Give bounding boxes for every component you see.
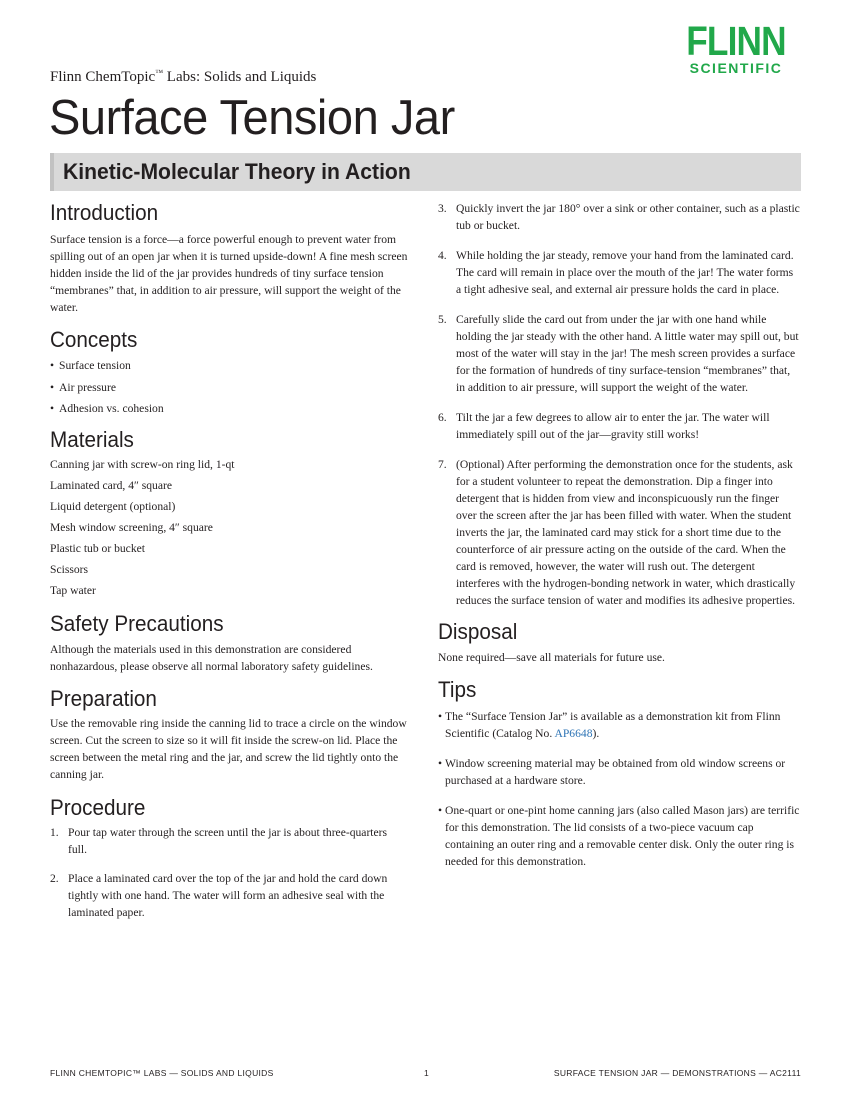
- preparation-heading: Preparation: [50, 685, 157, 711]
- list-item: Mesh window screening, 4″ square: [50, 520, 213, 534]
- step-text: Quickly invert the jar 180° over a sink or other container, such as a plastic tub or bucket.: [456, 202, 800, 232]
- right-column: [438, 200, 800, 870]
- list-item: Liquid detergent (optional): [50, 499, 176, 513]
- procedure-step: [50, 824, 408, 858]
- step-number: 6.: [438, 411, 447, 424]
- footer-right: SURFACE TENSION JAR — DEMONSTRATIONS — AC2111: [553, 1068, 801, 1078]
- page-title: Surface Tension Jar: [49, 91, 455, 145]
- series-name: Flinn ChemTopic: [50, 69, 156, 85]
- step-text: Tilt the jar a few degrees to allow air to enter the jar. The water will immediately spill out of the jar—gravity still works!: [456, 411, 770, 441]
- list-item: Canning jar with screw-on ring lid, 1-qt: [50, 457, 235, 471]
- step-text: Place a laminated card over the top of the jar and hold the card down tightly with one hand. The water will form an adhesive seal with the laminated paper.: [68, 871, 388, 919]
- concept-text: Air pressure: [59, 380, 116, 394]
- tip-text: One-quart or one-pint home canning jars (also called Mason jars) are terrific for this demonstration. The lid consists of a two-piece vacuum cap containing an outer ring and a removable center disk. Only the outer ring is needed for this demonstration.: [445, 804, 800, 868]
- left-column: [50, 198, 408, 921]
- disposal-text: None required—save all materials for future use.: [438, 651, 665, 664]
- procedure-step: [438, 409, 800, 443]
- step-text: (Optional) After performing the demonstration once for the students, ask for a student volunteer to repeat the demonstration. Dip a finger into detergent that is hidden from view and inconspicuously run the finger over the screen after the jar has been filled with water. When the student inverts the jar, the laminated card may stick for a short time due to the counterforce of air pressure acting on the outside of the card. When the card is removed, however, the water will rush out. The detergent interferes with the hydrogen-bonding network in water, which drastically reduces the surface tension of water and modifies its adhesive properties.: [456, 458, 796, 607]
- page-footer: [50, 1068, 801, 1082]
- tips-list: [438, 708, 800, 870]
- logo-name: FLINN: [686, 18, 786, 64]
- concepts-list: [50, 357, 408, 417]
- procedure-step: [438, 311, 800, 396]
- step-number: 5.: [438, 313, 447, 326]
- procedure-step: [438, 456, 800, 609]
- preparation-text: Use the removable ring inside the canning lid to trace a circle on the window screen. Cut the screen to size so it will fit inside the screw-on lid. Place the screen between the metal ring and the jar, and screw the lid tightly onto the canning jar.: [50, 716, 407, 781]
- page-number: 1: [424, 1068, 430, 1078]
- flinn-scientific-logo: [668, 18, 804, 76]
- list-item: • Adhesion vs. cohesion: [50, 402, 164, 416]
- list-item: • One-quart or one-pint home canning jars (also called Mason jars) are terrific for this demonstration. The lid consists of a two-piece vacuum cap containing an outer ring and a removable center disk. Only the outer ring is needed for this demonstration.: [438, 804, 800, 868]
- materials-list: [50, 456, 408, 599]
- step-number: 4.: [438, 249, 447, 262]
- concept-text: Adhesion vs. cohesion: [59, 402, 164, 416]
- introduction-heading: Introduction: [50, 200, 159, 225]
- footer-left: FLINN CHEMTOPIC™ LABS — SOLIDS AND LIQUIDS: [50, 1068, 274, 1078]
- subtitle-band: [50, 153, 801, 191]
- concepts-heading: Concepts: [50, 327, 138, 352]
- procedure-step: [50, 870, 408, 921]
- safety-text: Although the materials used in this demonstration are considered nonhazardous, please observe all normal laboratory safety guidelines.: [50, 642, 373, 673]
- procedure-step: [438, 200, 800, 234]
- series-rest: Labs: Solids and Liquids: [163, 69, 317, 85]
- tip-text: The “Surface Tension Jar” is available as a demonstration kit from Flinn Scientific (Catalog No.: [445, 710, 781, 740]
- trademark-mark: ™: [155, 68, 164, 77]
- series-label: [50, 68, 316, 86]
- disposal-heading: Disposal: [438, 619, 518, 644]
- list-item: Laminated card, 4″ square: [50, 478, 173, 492]
- concept-text: Surface tension: [59, 359, 131, 372]
- step-text: While holding the jar steady, remove your hand from the laminated card. The card will remain in place over the mouth of the jar! The water forms a tight adhesive seal, and external air pressure holds the card in place.: [456, 249, 794, 296]
- list-item: • Window screening material may be obtained from old window screens or purchased at a hardware store.: [438, 757, 786, 787]
- list-item: Tap water: [50, 583, 96, 597]
- step-text: Carefully slide the card out from under the jar with one hand while holding the jar steady with the other hand. A little water may spill out, but most of the water will stay in the jar! The mesh screen provides a surface for the formation of hundreds of tiny surface-tension “membranes” that, in addition to air pressure, will support the weight of the water.: [456, 313, 799, 394]
- procedure-heading: Procedure: [50, 794, 146, 820]
- procedure-steps-right: [438, 200, 800, 609]
- procedure-steps-left: [50, 824, 408, 921]
- logo-sub: SCIENTIFIC: [689, 60, 783, 76]
- list-item: • Air pressure: [50, 380, 116, 394]
- tip-text: Window screening material may be obtained from old window screens or purchased at a hardware store.: [445, 757, 786, 787]
- list-item: • The “Surface Tension Jar” is available as a demonstration kit from Flinn Scientific (Catalog No. AP6648).: [438, 710, 781, 740]
- list-item: Plastic tub or bucket: [50, 541, 145, 555]
- step-number: 3.: [438, 202, 447, 215]
- step-text: Pour tap water through the screen until the jar is about three-quarters full.: [68, 825, 388, 856]
- introduction-text: Surface tension is a force—a force powerful enough to prevent water from spilling out of an open jar when it is turned upside-down! A fine mesh screen hidden inside the lid of the jar provides hundreds of tiny surface tension “membranes” that, in addition to air pressure, will support the weight of the water.: [50, 233, 408, 314]
- list-item: • Surface tension: [50, 359, 131, 372]
- tips-heading: Tips: [438, 677, 477, 702]
- catalog-link[interactable]: AP6648: [554, 727, 593, 740]
- procedure-step: [438, 247, 800, 298]
- tip-text-end: ).: [592, 727, 600, 740]
- step-number: 2.: [50, 871, 59, 885]
- step-number: 1.: [50, 825, 59, 839]
- page-subtitle: Kinetic-Molecular Theory in Action: [63, 159, 411, 184]
- list-item: Scissors: [50, 562, 89, 576]
- step-number: 7.: [438, 458, 447, 471]
- materials-heading: Materials: [50, 426, 134, 452]
- safety-heading: Safety Precautions: [50, 610, 224, 636]
